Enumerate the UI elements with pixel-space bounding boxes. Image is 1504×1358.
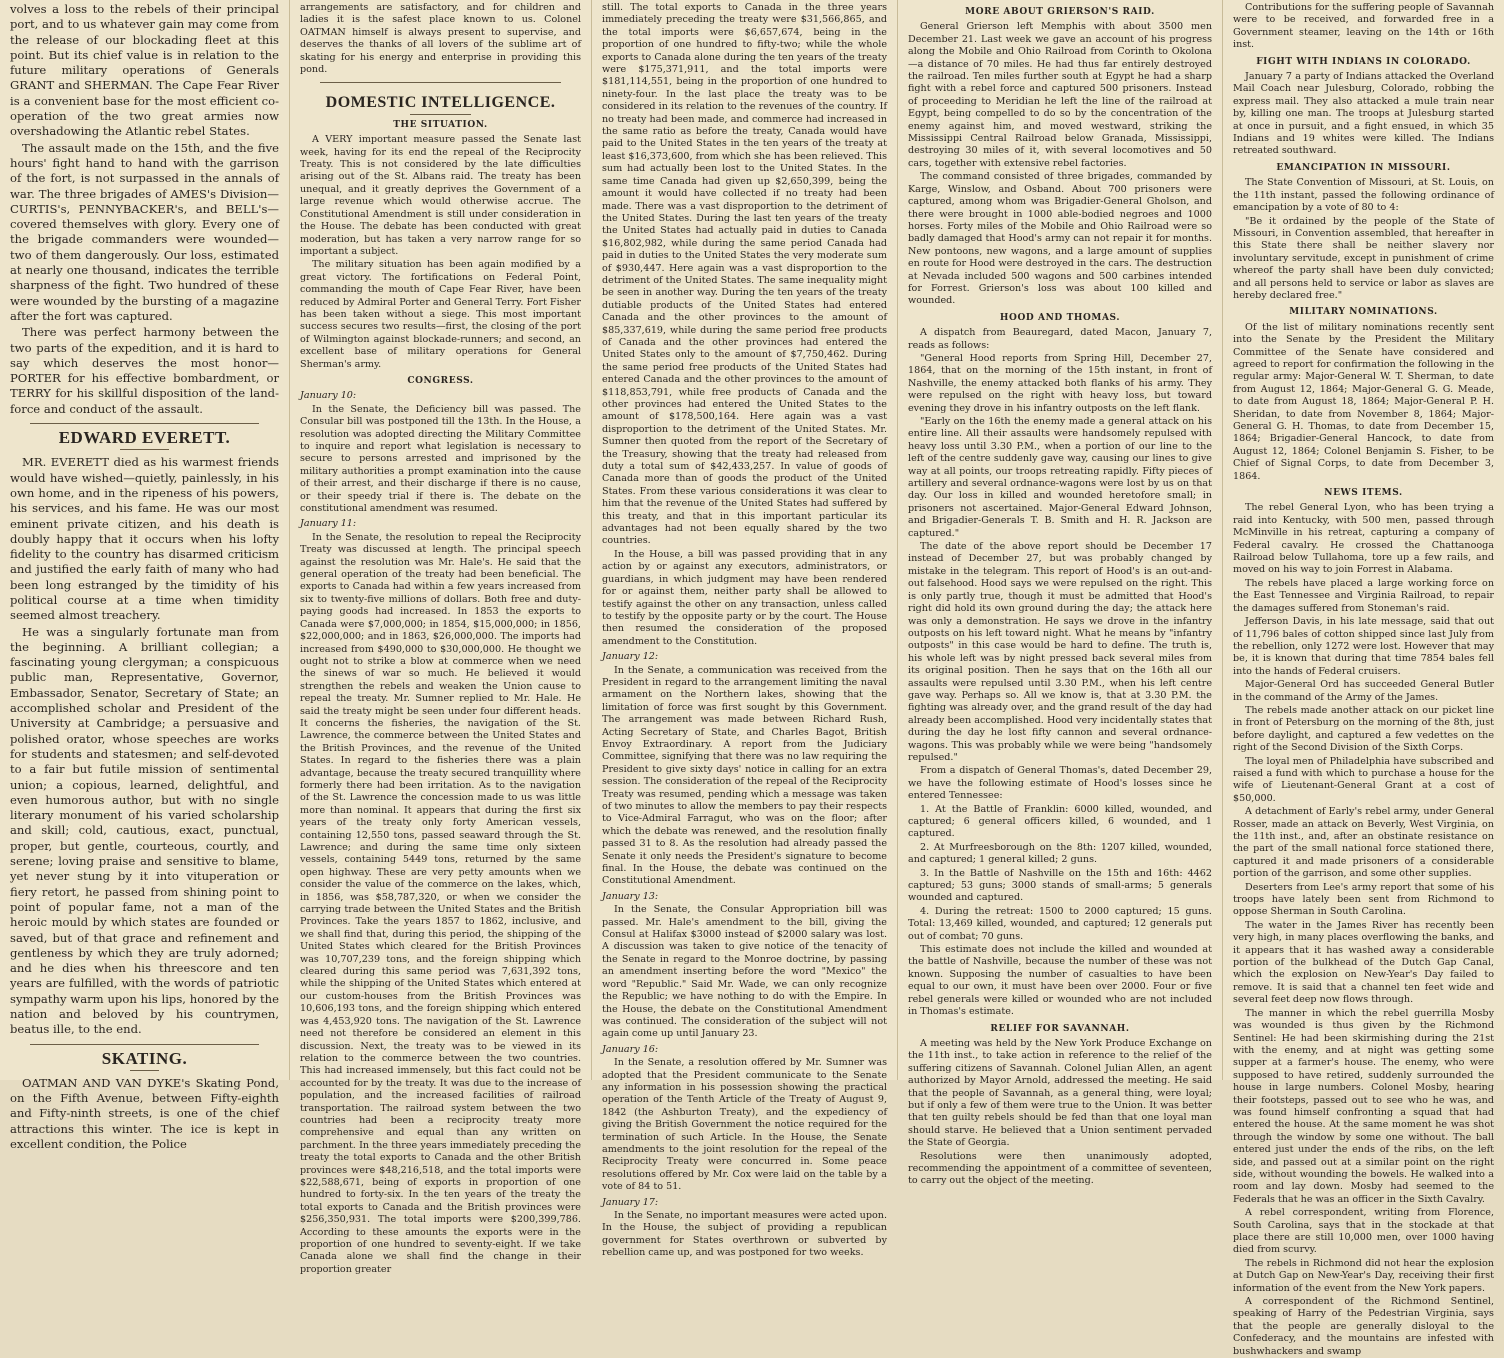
paragraph: A dispatch from Beauregard, dated Macon, January 7, reads as follows: bbox=[908, 327, 1212, 351]
paragraph: 2. At Murfreesborough on the 8th: 1207 killed, wounded, and captured; 1 general killed; 2 guns. bbox=[908, 841, 1212, 866]
paragraph: The rebels made another attack on our picket line in front of Petersburg on the morning of the 8th, just before daylight, and captured a few vedettes on the right of the Second Division of the Sixth Corps. bbox=[1233, 704, 1494, 754]
paragraph: Jefferson Davis, in his late message, said that out of 11,796 bales of cotton shipped since last July from the rebellion, only 1272 were lost. However that may be, it is known that during that time 7854 bales fell into the hands of Federal cruisers. bbox=[1233, 616, 1494, 677]
heading-relief-for-savannah: RELIEF FOR SAVANNAH. bbox=[990, 1023, 1130, 1034]
heading-skating: SKATING. bbox=[101, 1048, 188, 1068]
paragraph: A VERY important measure passed the Senate last week, having for its end the repeal of the Reciprocity Treaty. This is not considered by the late difficulties arising out of the St. Albans raid. The treaty has been unequal, and it greatly deprives the Government of a large revenue which would otherwise accrue. The Constitutional Amendment is still under consideration in the House. The debate has been conducted with great moderation, but has taken a very narrow range for so important a subject. bbox=[300, 134, 581, 257]
paragraph: "Be it ordained by the people of the State of Missouri, in Convention assembled, that hereafter in this State there shall be neither slavery nor involuntary servitude, except in punishment of crime whereof the party shall have been duly convicted; and all persons held to service or labor as slaves are hereby declared free." bbox=[1233, 215, 1494, 301]
paragraph: This estimate does not include the killed and wounded at the battle of Nashville, because the number of these was not known. Supposing the number of casualties to have been equal to our own, it must have been over 2000. Four or five rebel generals were killed or wounded who are not included in Thomas's estimate. bbox=[908, 944, 1212, 1018]
paragraph: 3. In the Battle of Nashville on the 15th and 16th: 4462 captured; 53 guns; 3000 stands of small-arms; 5 generals wounded and captured. bbox=[908, 867, 1212, 904]
paragraph: Major-General Ord has succeeded General Butler in the command of the Army of the James. bbox=[1233, 679, 1494, 703]
paragraph: In the Senate, the Consular Appropriation bill was passed. Mr. Hale's amendment to the bill, giving the Consul at Halifax $3000 instead of $2000 salary was lost. A discussion was taken to give notice of the tenacity of the Senate in regard to the Monroe doctrine, by passing an amendment inserting before the word "Mexico" the word "Republic." Said Mr. Wade, we can only recognize the Republic; we have nothing to do with the Empire. In the House, the debate on the Constitutional Amendment was continued. The consideration of the subject will not again come up until January 23. bbox=[602, 904, 887, 1040]
heading-news-items: NEWS ITEMS. bbox=[1324, 488, 1403, 499]
heading-rule bbox=[120, 449, 169, 450]
paragraph: 1. At the Battle of Franklin: 6000 killed, wounded, and captured; 6 general officers killed, 6 wounded, and 1 captured. bbox=[908, 803, 1212, 840]
paragraph: The water in the James River has recently been very high, in many places overflowing the banks, and it appears that it has washed away a considerable portion of the bulkhead of the Dutch Gap Canal, which the explosion on New-Year's Day failed to remove. It is said that a channel ten feet wide and several feet deep now flows through. bbox=[1233, 919, 1494, 1006]
paragraph: The State Convention of Missouri, at St. Louis, on the 11th instant, passed the following ordinance of emancipation by a vote of 80 to 4: bbox=[1233, 177, 1494, 214]
heading-rule bbox=[130, 1070, 159, 1071]
heading-edward-everett: EDWARD EVERETT. bbox=[58, 428, 231, 448]
heading-domestic-intelligence: DOMESTIC INTELLIGENCE. bbox=[325, 94, 556, 112]
paragraph: The rebels in Richmond did not hear the explosion at Dutch Gap on New-Year's Day, receiving their first information of the event from the New York papers. bbox=[1233, 1257, 1494, 1294]
paragraph: In the Senate, the resolution to repeal the Reciprocity Treaty was discussed at length. The principal speech against the resolution was Mr. Hale's. He said that the general operation of the treaty had been beneficial. The exports to Canada had within a few years increased from six to twenty-five millions of dollars. Both free and duty-paying goods had increased. In 1853 the exports to Canada were $7,000,000; in 1854, $15,000,000; in 1856, $22,000,000; and in 1863, $26,000,000. The imports had increased from $490,000 to $30,000,000. He thought we ought not to strike a blow at commerce when we need the sinews of war so much. He believed it would strengthen the rebels and weaken the Union cause to repeal the treaty. Mr. Sumner replied to Mr. Hale. He said the treaty might be seen under four different heads. It concerns the fisheries, the navigation of the St. Lawrence, the commerce between the United States and the British Provinces, and the revenue of the United States. In regard to the fisheries there was a plain advantage, because the treaty secured tranquillity where formerly there had been irritation. As to the navigation of the St. Lawrence the concession made to us was little more than nominal. It appears that during the first six years of the treaty only forty American vessels, containing 12,550 tons, passed seaward through the St. Lawrence; and during the same time only sixteen vessels, containing 5449 tons, returned by the same open highway. These are very petty amounts when we consider the value of the commerce on the lakes, which, in 1856, was $58,787,320, or when we consider the carrying trade between the United States and the British Provinces. Take the years 1857 to 1862, inclusive, and we shall find that, during this period, the shipping of the United States which cleared for the British Provinces was 10,707,239 tons, and the foreign shipping which cleared during this same period was 7,631,392 tons, while the shipping of the United States which entered at our custom-houses from the British Provinces was 10,606,193 tons, and the foreign shipping which entered was 4,453,920 tons. The navigation of the St. Lawrence need not therefore be considered an element in this discussion. Next, the treaty was to be viewed in its relation to the commerce between the two countries. This had increased immensely, but this fact could not be accounted for by the treaty. It was due to the increase of population, and the increased facilities of railroad transportation. The railroad system between the two countries had been a reciprocity treaty more comprehensive and equal than any written on parchment. In the three years immediately preceding the treaty the total exports to Canada and the other British provinces were $48,216,518, and the total imports were $22,588,671, being of exports in proportion of one hundred to forty-six. In the ten years of the treaty the total exports to Canada and the British provinces were $256,350,931. The total imports were $200,399,786. According to these amounts the exports were in the proportion of one hundred to seventy-eight. If we take Canada alone we shall find the change in their proportion greater bbox=[300, 531, 581, 1275]
column-1 bbox=[0, 0, 290, 1152]
paragraph: The rebels have placed a large working force on the East Tennessee and Virginia Railroad, to repair the damages suffered from Stoneman's raid. bbox=[1233, 577, 1494, 614]
column-2 bbox=[290, 0, 592, 1275]
cape-fear-article bbox=[10, 2, 279, 417]
paragraph: The loyal men of Philadelphia have subscribed and raised a fund with which to purchase a house for the wife of Lieutenant-General Grant at a cost of $50,000. bbox=[1233, 755, 1494, 804]
section-divider bbox=[30, 1044, 259, 1045]
column-3 bbox=[592, 0, 898, 1259]
section-divider bbox=[320, 82, 561, 83]
paragraph: arrangements are satisfactory, and for children and ladies it is the safest place known to us. Colonel OATMAN himself is always present to supervise, and deserves the thanks of all lovers of the sublime art of skating for his energy and enterprise in providing this pond. bbox=[300, 2, 581, 76]
paragraph: He was a singularly fortunate man from the beginning. A brilliant collegian; a fascinating young clergyman; a conspicuous public man, Representative, Governor, Embassador, Senator, Secretary of State; an accomplished scholar and President of the University at Cambridge; a persuasive and polished orator, whose speeches are works for students and statesmen; and self-devoted to a fair but futile mission of sentimental union; a copious, learned, delightful, and even humorous author, but with no single literary monument of his varied scholarship and skill; cold, cautious, exact, punctual, proper, but gentle, courteous, courtly, and serene; loving praise and sensitive to blame, yet never stung by it into vituperation or fiery retort, he passed from shining point to point of popular fame, not a man of the heroic mould by which states are founded or saved, but of that grace and refinement and gentleness by which they are truly adorned; and he dies when his threescore and ten years are fulfilled, with the words of patriotic sympathy warm upon his lips, honored by the nation and beloved by his countrymen, beatus ille, to the end. bbox=[10, 624, 279, 1037]
paragraph: A meeting was held by the New York Produce Exchange on the 11th inst., to take action in reference to the relief of the suffering citizens of Savannah. Colonel Julian Allen, an agent authorized by Mayor Arnold, addressed the meeting. He said that the people of Savannah, as a general thing, were loyal; but if only a few of them were true to the Union. It was better that ten guilty rebels should be fed than that one loyal man should starve. He believed that a Union sentiment pervaded the State of Georgia. bbox=[908, 1037, 1212, 1149]
paragraph: The assault made on the 15th, and the five hours' fight hand to hand with the garrison of the fort, is not surpassed in the annals of war. The three brigades of AMES's Division—CURTIS's, PENNYBACKER's, and BELL's—covered themselves with glory. Every one of the brigade commanders were wounded—two of them dangerously. Our loss, estimated at nearly one thousand, indicates the terrible sharpness of the fight. Two hundred of these were wounded by the bursting of a magazine after the fort was captured. bbox=[10, 140, 279, 323]
entry-date: January 13: bbox=[602, 890, 659, 902]
heading-military-nominations: MILITARY NOMINATIONS. bbox=[1289, 307, 1438, 318]
paragraph: "Early on the 16th the enemy made a general attack on his entire line. All their assaults were handsomely repulsed with heavy loss until 3.30 P.M., when a portion of our line to the left of the centre suddenly gave way, causing our lines to give way at all points, our troops retreating rapidly. Fifty pieces of artillery and several ordnance-wagons were lost by us on that day. Our loss in killed and wounded heretofore small; in prisoners not ascertained. Major-General Edward Johnson, and Brigadier-Generals T. B. Smith and H. R. Jackson are captured." bbox=[908, 416, 1212, 539]
paragraph: Of the list of military nominations recently sent into the Senate by the President the Military Committee of the Senate have considered and agreed to report for confirmation the following in the regular army: Major-General W. T. Sherman, to date from August 12, 1864; Major-General G. G. Meade, to date from August 18, 1864; Major-General P. H. Sheridan, to date from November 8, 1864; Major-General G. H. Thomas, to date from December 15, 1864; Brigadier-General Hancock, to date from August 12, 1864; Colonel Benjamin S. Fisher, to be Chief of Signal Corps, to date from December 3, 1864. bbox=[1233, 321, 1494, 482]
paragraph: volves a loss to the rebels of their principal port, and to us whatever gain may come from the release of our blockading fleet at this point. But its chief value is in relation to the future military operations of Generals GRANT and SHERMAN. The Cape Fear River is a convenient base for the most efficient co-operation of the two great armies now overshadowing the Atlantic rebel States. bbox=[10, 2, 279, 139]
paragraph: OATMAN AND VAN DYKE's Skating Pond, on the Fifth Avenue, between Fifty-eighth and Fifty-ninth streets, is one of the chief attractions this winter. The ice is kept in excellent condition, the Police bbox=[10, 1075, 279, 1152]
heading-grierson-raid: MORE ABOUT GRIERSON'S RAID. bbox=[965, 7, 1155, 17]
column-4 bbox=[898, 0, 1223, 1187]
column-5 bbox=[1223, 0, 1504, 1357]
paragraph: A rebel correspondent, writing from Florence, South Carolina, says that in the stockade at that place there are still 10,000 men, over 1000 having died from scurvy. bbox=[1233, 1207, 1494, 1256]
paragraph: The military situation has been again modified by a great victory. The fortifications on Federal Point, commanding the mouth of Cape Fear River, have been reduced by Admiral Porter and General Terry. Fort Fisher has been taken without a siege. This most important success secures two results—first, the closing of the port of Wilmington against blockade-runners; and second, an excellent base of military operations for General Sherman's army. bbox=[300, 259, 581, 370]
entry-date: January 17: bbox=[602, 1196, 659, 1208]
paragraph: "General Hood reports from Spring Hill, December 27, 1864, that on the morning of the 15th instant, in front of Nashville, the enemy attacked both flanks of his army. They were repulsed on the right with heavy loss, but toward evening they drove in his infantry outposts on the left flank. bbox=[908, 352, 1212, 414]
section-divider bbox=[30, 423, 259, 424]
paragraph: Deserters from Lee's army report that some of his troops have lately been sent from Richmond to oppose Sherman in South Carolina. bbox=[1233, 881, 1494, 918]
paragraph: In the Senate, the Deficiency bill was passed. The Consular bill was postponed till the 13th. In the House, a resolution was adopted directing the Military Committee to inquire and report what legislation is necessary to secure to persons arrested and imprisoned by the military authorities a prompt examination into the cause of their arrest, and their discharge if there is no cause, or their speedy trial if there is. The debate on the constitutional amendment was resumed. bbox=[300, 403, 581, 515]
heading-rule bbox=[410, 114, 471, 115]
paragraph: still. The total exports to Canada in the three years immediately preceding the treaty were $31,566,865, and the total imports were $6,657,674, being in the proportion of one hundred to fifty-two; while the whole exports to Canada alone during the ten years of the treaty were $175,371,911, and the total imports were $181,114,551, being in the proportion of one hundred to ninety-four. In the last place the treaty was to be considered in its relation to the revenues of the country. If no treaty had been made, and commerce had increased in the same ratio as before the treaty, Canada would have paid to the United States in the ten years of the treaty at least $16,373,600, from which she has been relieved. This sum had actually been lost to the United States. In the same time Canada had given up $2,650,399, being the amount it would have collected if no treaty had been made. There was a vast disproportion to the detriment of the United States. During the last ten years of the treaty the United States had actually paid in duties to Canada $16,802,982, while during the same period Canada had paid in duties to the United States the very moderate sum of $930,447. Here again was a vast disproportion to the detriment of the United States. The same inequality might be seen in another way. During the ten years of the treaty dutiable products of the United States had entered Canada and the other provinces to the amount of $85,337,619, while during the same period free products of Canada and the other provinces had entered the United States only to the amount of $7,750,462. During the same period free products of the United States had entered Canada and the other provinces to the amount of $118,853,791, while free products of Canada and the other provinces had entered the United States to the amount of $178,500,164. Here again was a vast disproportion to the detriment of the United States. Mr. Sumner then quoted from the report of the Secretary of the Treasury, showing that the treaty had released from duty a total sum of $42,433,257. In value of goods of Canada more than of goods the product of the United States. From these various considerations it was clear to him that the revenue of the United States had suffered by this treaty, and that in this important particular its advantages had not been equally shared by the two countries. bbox=[602, 2, 887, 547]
paragraph: A detachment of Early's rebel army, under General Rosser, made an attack on Beverly, West Virginia, on the 11th inst., and, after an obstinate resistance on the part of the small national force stationed there, captured it and made prisoners of a considerable portion of the garrison, and some other supplies. bbox=[1233, 806, 1494, 880]
paragraph: January 7 a party of Indians attacked the Overland Mail Coach near Julesburg, Colorado, robbing the express mail. They also attacked a mule train near by, killing one man. The troops at Julesburg started at once in pursuit, and a fight ensued, in which 35 Indians and 19 whites were killed. The Indians retreated southward. bbox=[1233, 71, 1494, 157]
entry-date: January 11: bbox=[300, 518, 357, 530]
paragraph: In the Senate, a communication was received from the President in regard to the arrangement limiting the naval armament on the Northern lakes, showing that the limitation of force was first sought by this Government. The arrangement was made between Richard Rush, Acting Secretary of State, and Charles Bagot, British Envoy Extraordinary. A report from the Judiciary Committee, signifying that there was no law requiring the President to give sixty days' notice in calling for an extra session. The consideration of the repeal of the Reciprocity Treaty was resumed, pending which a message was taken of two minutes to allow the members to pay their respects to Vice-Admiral Farragut, who was on the floor; after which the debate was renewed, and the resolution finally passed 31 to 8. As the resolution had already passed the Senate it only needs the President's signature to become final. In the House, the debate was continued on the Constitutional Amendment. bbox=[602, 664, 887, 887]
paragraph: General Grierson left Memphis with about 3500 men December 21. Last week we gave an account of his progress along the Mobile and Ohio Railroad from Corinth to Okolona—a distance of 70 miles. He had thus far entirely destroyed the railroad. Ten miles further south at Egypt he had a sharp fight with a rebel force and captured 500 prisoners. Instead of proceeding to Meridian he left the line of the railroad at Egypt, being compelled to do so by the concentration of the enemy against him, and moved westward, striking the Mississippi Central Railroad below Granada, Mississippi, destroying 30 miles of it, with several locomotives and 50 cars, together with extensive rebel factories. bbox=[908, 21, 1212, 169]
paragraph: A correspondent of the Richmond Sentinel, speaking of Harry of the Pedestrian Virginia, says that the people are generally disloyal to the Confederacy, and the mountains are infested with bushwhackers and swamp bbox=[1233, 1296, 1494, 1357]
paragraph: In the Senate, a resolution offered by Mr. Sumner was adopted that the President communicate to the Senate any information in his possession showing the practical operation of the Tenth Article of the Treaty of August 9, 1842 (the Ashburton Treaty), and the expediency of giving the British Government the notice required for the termination of such Article. In the House, the Senate amendments to the joint resolution for the repeal of the Reciprocity Treaty were concurred in. Some peace resolutions offered by Mr. Cox were laid on the table by a vote of 84 to 51. bbox=[602, 1057, 887, 1193]
heading-hood-and-thomas: HOOD AND THOMAS. bbox=[999, 312, 1121, 323]
paragraph: In the Senate, no important measures were acted upon. In the House, the subject of providing a republican government for States overthrown or subverted by rebellion came up, and was postponed for two weeks. bbox=[602, 1210, 887, 1259]
paragraph: The date of the above report should be December 17 instead of December 27, but was probably changed by mistake in the telegram. This report of Hood's is an out-and-out falsehood. Hood says we were repulsed on the right. This is only partly true, though it must be admitted that Hood's right did hold its own ground during the day; the attack here was only a demonstration. He says we drove in the infantry outposts on his left toward night. What he means by "infantry outposts" in this case would be hard to define. The truth is, his whole left was by night pressed back several miles from its original position. Then he says that on the 16th all our assaults were repulsed until 3.30 P.M., when his left centre gave way. Perhaps so. All we know is, that at 3.30 P.M. the fighting was already over, and the grand result of the day had already been accomplished. Hood very incidentally states that during the day he lost fifty cannon and several ordnance-wagons. This was probably while we were being "handsomely repulsed." bbox=[908, 541, 1212, 763]
paragraph: In the House, a bill was passed providing that in any action by or against any executors, administrators, or guardians, in which judgment may have been rendered for or against them, neither party shall be allowed to testify against the other on any transaction, unless called to testify by the opposite party or by the court. The House then resumed the consideration of the proposed amendment to the Constitution. bbox=[602, 548, 887, 647]
paragraph: MR. EVERETT died as his warmest friends would have wished—quietly, painlessly, in his own home, and in the ripeness of his powers, his services, and his fame. He was our most eminent private citizen, and his death is doubly happy that it occurs when his lofty fidelity to the country has disarmed criticism and justified the early faith of many who had been long estranged by the timidity of his political course at a time when timidity seemed almost treachery. bbox=[10, 455, 279, 623]
paragraph: There was perfect harmony between the two parts of the expedition, and it is hard to say which deserves the most honor—PORTER for his effective bombardment, or TERRY for his skillful disposition of the land-force and conduct of the assault. bbox=[10, 325, 279, 416]
paragraph: The manner in which the rebel guerrilla Mosby was wounded is thus given by the Richmond Sentinel: He had been skirmishing during the 21st with the enemy, and at night was getting some supper at a farmer's house. The enemy, who were supposed to have retired, suddenly surrounded the house in large numbers. Colonel Mosby, hearing their footsteps, passed out to see who he was, and was found himself confronting a squad that had entered the house. At the same moment he was shot through the window by some one without. The ball entered just under the ends of the ribs, on the left side, and passed out at a similar point on the right side, without wounding the bowels. He walked into a room and lay down. Mosby had seemed to the Federals that he was an officer in the Sixth Cavalry. bbox=[1233, 1007, 1494, 1205]
paragraph: 4. During the retreat: 1500 to 2000 captured; 15 guns. Total: 13,469 killed, wounded, and captured; 12 generals put out of combat; 70 guns. bbox=[908, 905, 1212, 942]
heading-the-situation: THE SITUATION. bbox=[393, 119, 488, 130]
paragraph: Contributions for the suffering people of Savannah were to be received, and forwarded free in a Government steamer, leaving on the 14th or 16th inst. bbox=[1233, 2, 1494, 51]
paragraph: Resolutions were then unanimously adopted, recommending the appointment of a committee of seventeen, to carry out the object of the meeting. bbox=[908, 1150, 1212, 1187]
heading-fight-with-indians: FIGHT WITH INDIANS IN COLORADO. bbox=[1256, 56, 1471, 67]
heading-congress: CONGRESS. bbox=[407, 375, 474, 386]
entry-date: January 12: bbox=[602, 651, 659, 663]
paragraph: The command consisted of three brigades, commanded by Karge, Winslow, and Osband. About 700 prisoners were captured, among whom was Brigadier-General Gholson, and there were brought in 1000 able-bodied negroes and 1000 horses. Forty miles of the Mobile and Ohio Railroad were so badly damaged that Hood's army can not repair it for months. New pontoons, new wagons, and a large amount of supplies en route for Hood were destroyed in the cars. The destruction at Nevada included 500 wagons and 500 carbines intended for Forrest. Grierson's loss was about 100 killed and wounded. bbox=[908, 171, 1212, 307]
paragraph: The rebel General Lyon, who has been trying a raid into Kentucky, with 500 men, passed through McMinville in his retreat, capturing a company of Federal cavalry. He crossed the Chattanooga Railroad below Tullahoma, tore up a few rails, and moved on his way to join Forrest in Alabama. bbox=[1233, 502, 1494, 576]
entry-date: January 16: bbox=[602, 1043, 659, 1055]
paragraph: From a dispatch of General Thomas's, dated December 29, we have the following estimate of Hood's losses since he entered Tennessee: bbox=[908, 765, 1212, 802]
heading-emancipation-missouri: EMANCIPATION IN MISSOURI. bbox=[1276, 162, 1451, 173]
entry-date: January 10: bbox=[300, 390, 357, 402]
